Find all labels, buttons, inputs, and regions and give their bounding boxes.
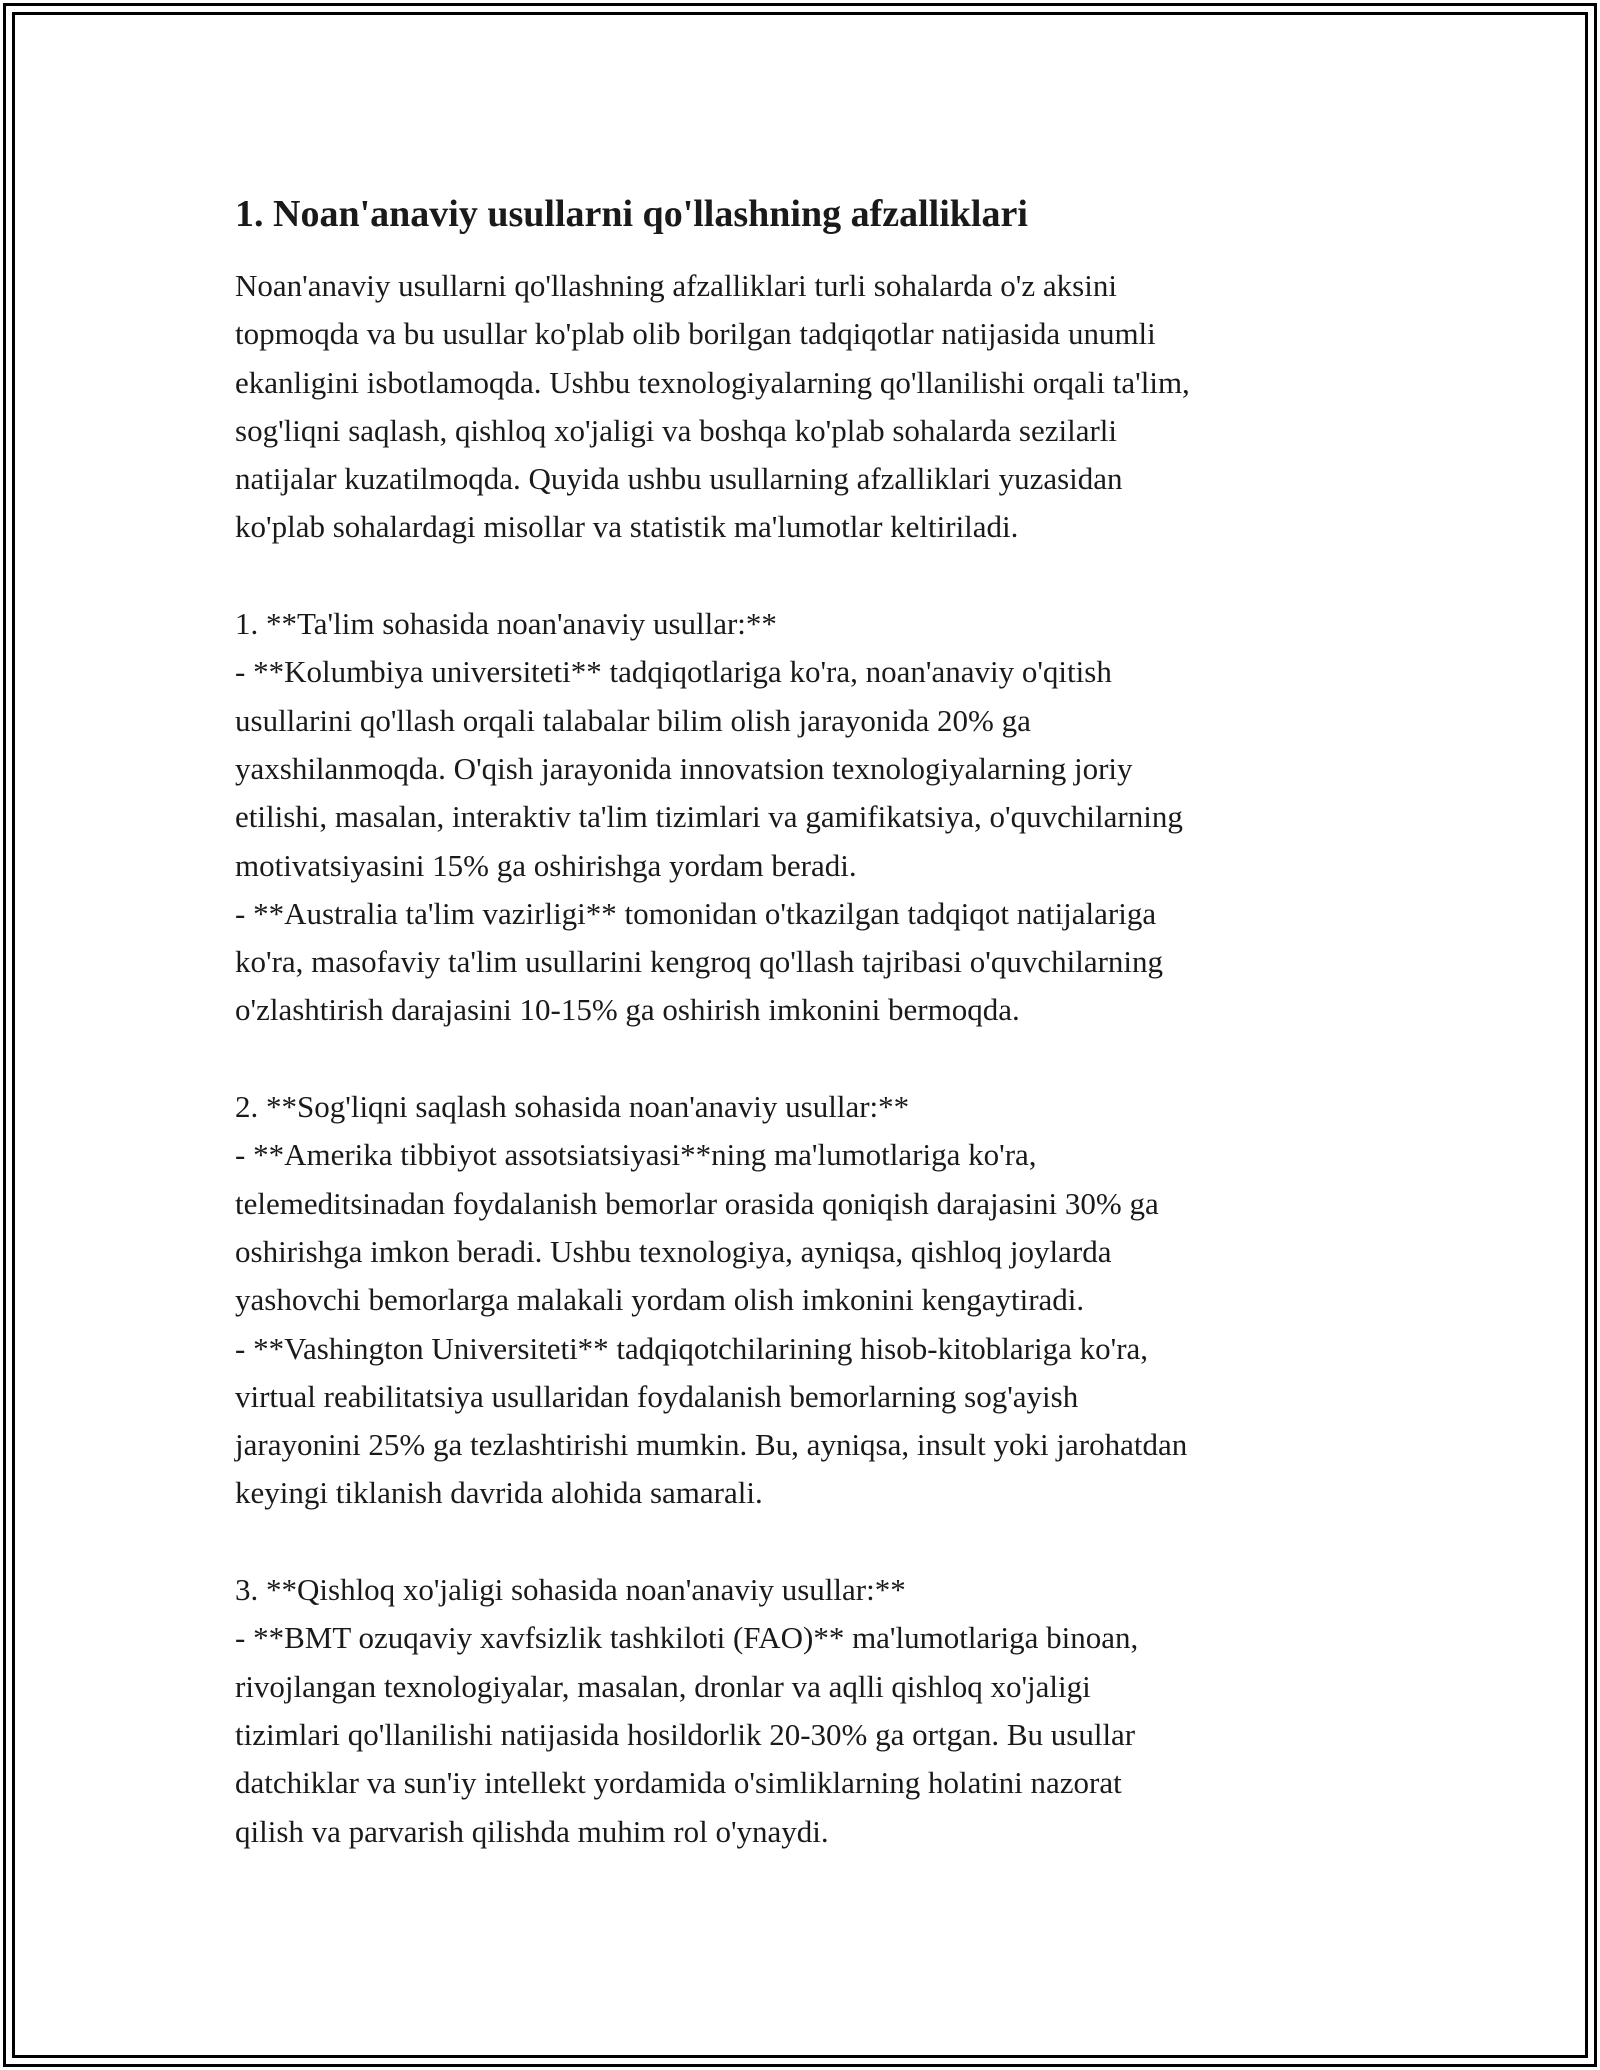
section-heading: 1. **Ta'lim sohasida noan'anaviy usullar:** bbox=[235, 606, 777, 642]
document-body bbox=[235, 188, 1385, 1856]
section-heading: 2. **Sog'liqni saqlash sohasida noan'anaviy usullar:** bbox=[235, 1089, 910, 1125]
spacer bbox=[235, 1035, 1385, 1083]
list-item: - **Australia ta'lim vazirligi** tomonidan o'tkazilgan tadqiqot natijalariga ko'ra, masofaviy ta'lim usullarini kengroq qo'llash tajribasi o'quvchilarning o'zlashtirish darajasini 10-15% ga oshirish imkonini bermoqda. bbox=[235, 895, 1164, 1028]
section-agriculture bbox=[235, 1566, 1385, 1856]
section-healthcare bbox=[235, 1083, 1385, 1518]
intro-paragraph: Noan'anaviy usullarni qo'llashning afzalliklari turli sohalarda o'z aksini topmoqda va bu usullar ko'plab olib borilgan tadqiqotlar natijasida unumli ekanligini isbotlamoqda. Ushbu texnologiyalarning qo'llanilishi orqali ta'lim, sog'liqni saqlash, qishloq xo'jaligi va boshqa ko'plab sohalarda sezilarli natijalar kuzatilmoqda. Quyida ushbu usullarning afzalliklari yuzasidan ko'plab sohalardagi misollar va statistik ma'lumotlar keltiriladi. bbox=[235, 268, 1190, 545]
list-item: - **Vashington Universiteti** tadqiqotchilarining hisob-kitoblariga ko'ra, virtual reabilitatsiya usullaridan foydalanish bemorlarning sog'ayish jarayonini 25% ga tezlashtirishi mumkin. Bu, ayniqsa, insult yoki jarohatdan keyingi tiklanish davrida alohida samarali. bbox=[235, 1330, 1188, 1511]
spacer bbox=[235, 552, 1385, 600]
spacer bbox=[235, 1518, 1385, 1566]
section-heading: 3. **Qishloq xo'jaligi sohasida noan'anaviy usullar:** bbox=[235, 1572, 906, 1608]
page-title: 1. Noan'anaviy usullarni qo'llashning afzalliklari bbox=[235, 193, 1028, 235]
list-item: - **Amerika tibbiyot assotsiatsiyasi**ning ma'lumotlariga ko'ra, telemeditsinadan foydalanish bemorlar orasida qoniqish darajasini 30% ga oshirishga imkon beradi. Ushbu texnologiya, ayniqsa, qishloq joylarda yashovchi bemorlarga malakali yordam olish imkonini kengaytiradi. bbox=[235, 1137, 1159, 1318]
list-item: - **Kolumbiya universiteti** tadqiqotlariga ko'ra, noan'anaviy o'qitish usullarini qo'llash orqali talabalar bilim olish jarayonida 20% ga yaxshilanmoqda. O'qish jarayonida innovatsion texnologiyalarning joriy etilishi, masalan, interaktiv ta'lim tizimlari va gamifikatsiya, o'quvchilarning motivatsiyasini 15% ga oshirishga yordam beradi. bbox=[235, 654, 1183, 883]
list-item: - **BMT ozuqaviy xavfsizlik tashkiloti (FAO)** ma'lumotlariga binoan, rivojlangan texnologiyalar, masalan, dronlar va aqlli qishloq xo'jaligi tizimlari qo'llanilishi natijasida hosildorlik 20-30% ga ortgan. Bu usullar datchiklar va sun'iy intellekt yordamida o'simliklarning holatini nazorat qilish va parvarish qilishda muhim rol o'ynaydi. bbox=[235, 1620, 1139, 1849]
section-education bbox=[235, 600, 1385, 1035]
